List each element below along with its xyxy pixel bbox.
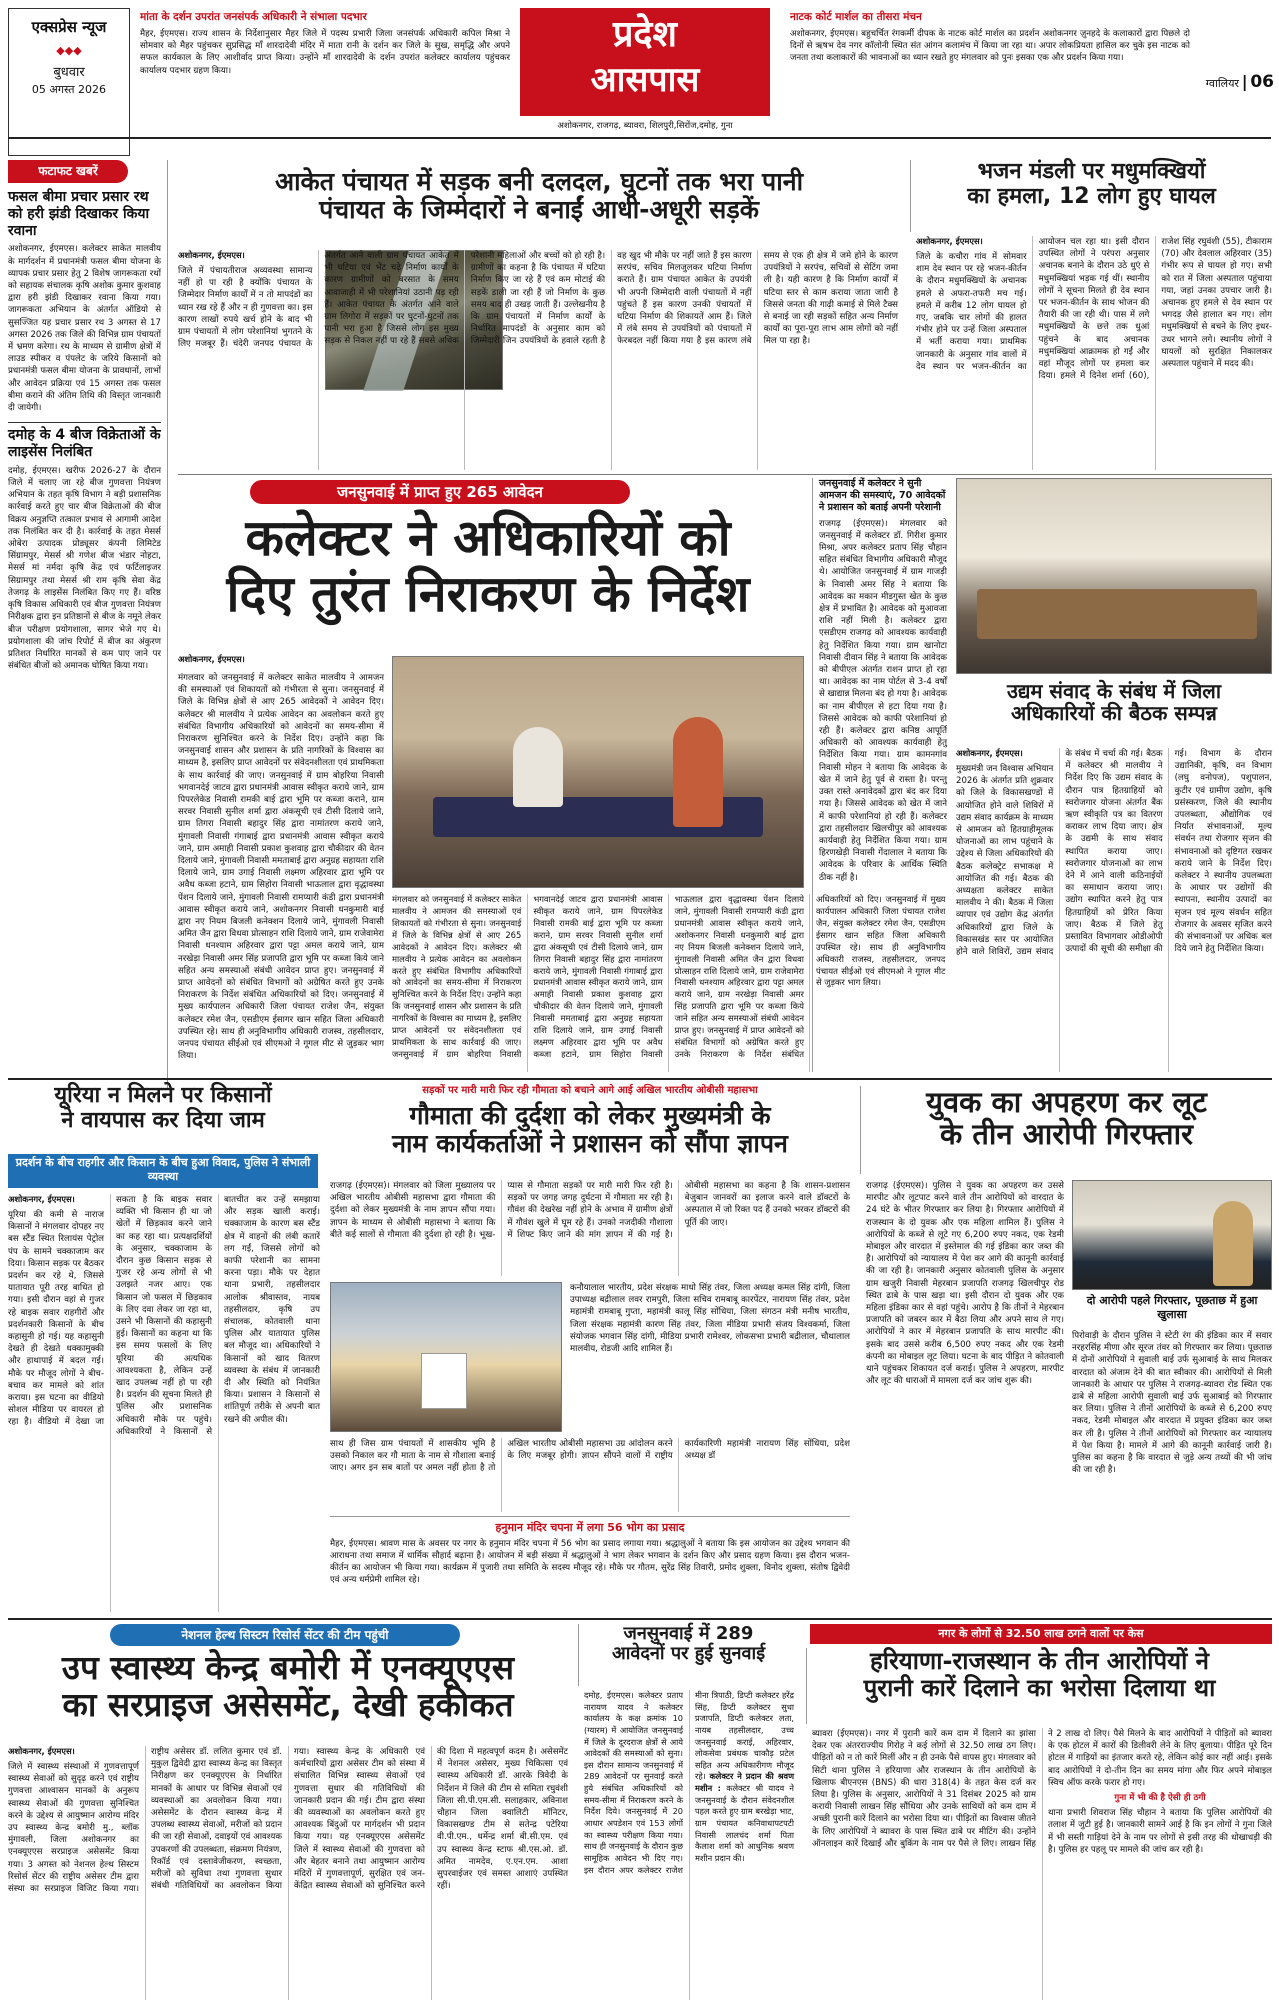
gaumata-photo [330,1282,562,1432]
apharan-photo-caption: दो आरोपी पहले गिरफ्तार, पूछताछ में हुआ खुलासा [1086,1294,1258,1322]
official-figure-icon [513,727,563,807]
apharan-body2: पिरोवाड़ी के दौरान पुलिस ने स्टेटी रंग की इंडिका कार में सवार नरहरसिंह मीणा और सूरज तंवर को गिरफ्तार कर लिया। पूछताछ में दोनों आरोपियों ने सुवाली बाई उर्फ सुआबाई के साथ मिलकर वारदात को अंजाम देने की बात स्वीकार की। आरोपियों से मिली जानकारी के आधार पर पुलिस ने राजगढ़-ब्यावरा रोड स्थित एक ढाबे से महिला आरोपी सुवाली बाई उर्फ सुआबाई को गिरफ्तार कर लिया। पुलिस ने तीनों आरोपियों के कब्जे से 6,200 रुपए नकद, रेडमी मोबाइल और वारदात में प्रयुक्त इंडिका कार जब्त कर ली है। पुलिस ने तीनों आरोपियों को गिरफ्तार कर न्यायालय में पेश किया है। मामले में आगे की कानूनी कार्रवाई जारी है। पुलिस का कहना है कि वारदात से जुड़े अन्य तथ्यों की भी जांच की जा रही है। [1072,1331,1272,1476]
apharan-headline [860,1086,1272,1174]
issue-day: बुधवार [53,64,85,80]
section-title-line1: प्रदेश [612,14,678,55]
aaket-body: जिले में पंचायतीराज अव्यवस्था सामान्य नहीं हो पा रही है क्योंकि पंचायत के जिम्मेदार निर्माण कार्यों में न तो मापदंडों का ध्यान रख रहे हैं और न ही गुणवत्ता का। इस कारण लाखों रुपये खर्च होने के बाद भी ग्राम पंचायतों में लोग परेशानियां भुगतने के लिए मजबूर हैं। चंदेरी जनपद पंचायत के अंतर्गत आने वाली ग्राम पंचायत आकेत में भी घटिया एवं भेंट चढ़े निर्माण कार्यों के कारण ग्रामीणों को बरसात के समय आवाजाही में भी परेशानियां उठानी पड़ रही हैं। आकेत पंचायत के अंतर्गत आने वाले ग्राम लिगोरा में सड़कों पर घुटनों-घुटनों तक पानी भरा हुआ है जिससे लोग इस मुख्य सड़क से निकल नहीं पा रहे हैं सबसे अधिक परेशानी महिलाओं और बच्चों को हो रही है। ग्रामीणों का कहना है कि पंचायत में घटिया निर्माण किए जा रहे हैं एवं कम मोटाई की सड़कें डाली जा रही हैं जो निर्माण के कुछ समय बाद ही उखड़ जाती हैं। उल्लेखनीय है कि ग्राम पंचायतों में निर्माण कार्यों के निर्धारित मापदंडों के अनुसार काम को जिम्मेदारी जिन उपयंत्रियों के हवाले रहती है वह खुद भी मौके पर नहीं जाते हैं इस कारण सरपंच, सचिव मिलजुलकर घटिया निर्माण कराते हैं। ग्राम पंचायत आकेत के उपयंत्री भी अपनी जिम्मेदारी वाली पंचायतों में नहीं पहुंचते हैं इस कारण उनकी पंचायतों में घटिया निर्माण की शिकायतें आम हैं। जिले में लंबे समय से उपयंत्रियों को पंचायतों में फेरबदल नहीं किया गया है इस कारण लंबे समय से एक ही क्षेत्र में जमे होने के कारण उपयंत्रियों ने सरपंच, सचिवों से सेटिंग जमा ली है। यही कारण है कि निर्माण कार्यों में घटिया स्तर से काम कराया जाता जारी है जिससे जनता की गाढ़ी कमाई से मिले टैक्स से बनाई जा रही सड़कों सहित अन्य निर्माण कार्यों का पूरा-पूरा लाभ आम लोगों को नहीं मिल पा रहा है। [178,251,898,350]
bhajan-body: जिले के कचौरा गांव में सोमवार शाम देव स्थान पर रहे भजन-कीर्तन के दौरान मधुमक्खियों के अचानक हमले से अफरा-तफरी मच गई। हमले में करीब 12 लोग घायल हो गए, जबकि चार लोगों की हालत गंभीर होने पर उन्हें जिला अस्पताल में भर्ती कराया गया। प्राथमिक जानकारी के अनुसार गांव वालों में देव स्थान पर भजन-कीर्तन का आयोजन चल रहा था। इसी दौरान उपस्थित लोगों ने परंपरा अनुसार अचानक बनाने के दौरान उठे धुएं से मधुमक्खियां भड़क गई थीं। स्थानीय लोगों ने सूचना मिलते ही देव स्थान पर भजन-कीर्तन के साथ भोजन की तैयारी की जा रही थी। पास में लगे मधुमक्खियों के छत्ते तक धुआं पहुंचने के बाद अचानक मधुमक्खियां आक्रामक हो गईं और वहां मौजूद लोगों पर हमला कर दिया। हमले में दिनेश शर्मा (60), राजेश सिंह रघुवंशी (55), टीकाराम (70) और देवलाल अहिरवार (35) गंभीर रूप से घायल हो गए। सभी को रात में जिला अस्पताल पहुंचाया गया, जहां उनका उपचार जारी है। अचानक हुए हमले से देव स्थान पर भगदड़ जैसे हालात बन गए। लोग मधुमक्खियों से बचने के लिए इधर-उधर भागने लगे। स्थानीय लोगों ने घायलों को सुरक्षित निकालकर अस्पताल पहुंचाने में मदद की। [916,237,1272,382]
fatafat-story1-body: अशोकनगर, ईएमएस। कलेक्टर साकेत मालवीय के मार्गदर्शन में प्रधानमंत्री फसल बीमा योजना के व्यापक प्रचार प्रसार हेतु 2 विशेष जागरूकता रथों को सहायक संचालक कृषि अशोक कुमार कुशवाह द्वारा हरी झंडी दिखाकर रवाना किया गया। जागरूकता अभियान के अंतर्गत ऑडियो से सुसज्जित यह प्रचार प्रसार रथ 3 अगस्त से 17 अगस्त 2026 तक जिले की विभिन्न ग्राम पंचायतों में भ्रमण करेगा। रथ के माध्यम से ग्रामीण क्षेत्रों में लाउड स्पीकर व पंपलेट के जरिये किसानों को प्रधानमंत्री फसल बीमा योजना के प्रावधानों, लाभों और आवेदन प्रक्रिया एवं 15 अगस्त तक फसल बीमा कराने की अंतिम तिथि की विस्तृत जानकारी दी जायेगी। [8,244,161,414]
top-right-body: अशोकनगर, ईएमएस। बहुचर्चित रंगकर्मी दीपक के नाटक कोर्ट मार्शल का प्रदर्शन अशोकनगर ज़ुनहदे के कलाकारों द्वारा पिछले दो दिनों से ऋषभ देव नगर कॉलोनी स्थित संत आंगन कलामंच में किया जा रहा था। अपार लोकप्रियता हासिल कर चुके इस नाटक को जनता तथा कलाकारों की भावनाओं का ध्यान रखते हुए मंगलवार को पुनः इसका एक और प्रदर्शन किया गया। [790,28,1190,64]
udyam-headline-line1: उद्यम संवाद के संबंध में जिला [1006,679,1222,703]
rajgarh-jansunvai [812,478,947,1072]
gaumata-headline [330,1102,850,1176]
section-rule-2 [8,1078,1272,1080]
top-left-body: मैहर, ईएमएस। राज्य शासन के निर्देशानुसार मैहर जिले में पदस्थ प्रभारी जिला जनसंपर्क अधिकारी कपिल मिश्रा ने सोमवार को मैहर पहुंचकर सुप्रसिद्ध माँ शारदादेवी मंदिर में माता रानी के दर्शन कर जिले के सुख, समृद्धि और अपने सफल कार्यकाल के लिए आशीर्वाद प्राप्त किया। उन्होंने माँ शारदादेवी के दर्शन उपरांत कलेक्टर कार्यालय पहुंचकर कार्यालय पदभार ग्रहण किया। [140,28,510,76]
fatafat-label: फटाफट खबरें [8,160,128,183]
nhsrc-body-wrap [8,1746,568,2000]
udyam-body-wrap [956,748,1272,1072]
haryana-headline-line2: पुरानी कारें दिलाने का भरोसा दिलाया था [863,1673,1216,1702]
page-number-separator: | [1241,72,1248,91]
collector-headline [178,510,798,640]
collector-headline-line1: कलेक्टर ने अधिकारियों को [245,509,731,567]
masthead-rule [8,137,1271,139]
gaumata-headline-line1: गौमाता की दुर्दशा को लेकर मुख्यमंत्री के [409,1101,771,1130]
collector-dateline-wrap [178,654,378,668]
bhajan-dateline: अशोकनगर, ईएमएस। [916,236,983,246]
nhsrc-headline [8,1650,568,1742]
apharan-body-wrap [866,1180,1064,1612]
apharan-headline-line2: के तीन आरोपी गिरफ्तार [940,1117,1193,1152]
nhsrc-kicker: नेशनल हेल्थ सिस्टम रिसोर्स सेंटर की टीम पहुंची [110,1624,460,1646]
damoh-body2: कलेक्टर श्री यादव ने जनसुनवाई के दौरान संवेदनशील पहल करते हुए ग्राम बरखेड़ा भाट, ग्राम पंचायत कनिवाधापटपटी निवासी लालचंद शर्मा पिता कैलाश शर्मा को आधुनिक श्रवण मशीन प्रदान की। [695,1783,794,1863]
yuria-dateline: अशोकनगर, ईएमएस। [8,1194,75,1204]
bhajan-headline-line2: का हमला, 12 लोग हुए घायल [967,183,1216,209]
aaket-body-wrap [178,250,898,470]
gaumata-body1-wrap [330,1180,850,1276]
section-rule-1 [178,474,1272,475]
nhsrc-dateline: अशोकनगर, ईएमएस। [8,1746,75,1756]
fatafat-story1-headline: फसल बीमा प्रचार प्रसार रथ को हरी झंडी दिखाकर किया रवाना [8,189,150,239]
collector-body-bottom [392,894,946,1072]
yuria-body-wrap [8,1194,320,1612]
issue-date: 05 अगस्त 2026 [31,83,107,97]
conference-table-icon [977,589,1257,639]
nhsrc-headline-line2: का सरप्राइज असेसमेंट, देखी हकीकत [62,1684,514,1724]
haryana-sub: गुना में भी की है ऐसी ही ठगी [1114,1793,1206,1804]
bhajan-headline [910,160,1272,232]
damoh-headline-line2: आवेदनों पर हुई सुनवाई [611,1643,766,1665]
collector-dateline: अशोकनगर, ईएमएस। [178,654,245,664]
page-info [1196,70,1274,96]
gaumata-body1: राजगढ़ (ईएमएस)। मंगलवार को जिला मुख्यालय पर अखिल भारतीय ओबीसी महासभा द्वारा गौमाता की दुर्दशा को लेकर मुख्यमंत्री के नाम ज्ञापन सौंपा गया। ज्ञापन के माध्यम से ओबीसी महासभा ने बताया कि बीते कई सालों से गौमाता की दुर्दशा हो रही है। भूख-प्यास से गौमाता सड़कों पर मारी मारी फिर रही है। सड़कों पर जगह जगह दुर्घटना में गौमाता मर रही है। गौवंश की देखरेख नहीं होने के अभाव में ग्रामीण क्षेत्रों में गौवंश खुले में घूम रहे हैं। उनको नजदीकी गौशाला में शिफ्ट किए जाने की मांग ज्ञापन में की गई है। ओबीसी महासभा का कहना है कि शासन-प्रशासन बेजुबान जानवरों का इलाज करने वाले डॉक्टरों के अस्पताल में जो रिक्त पद हैं उनको भरकर डॉक्टरों की पूर्ति की जाए। [330,1181,850,1240]
collector-kicker: जनसुनवाई में प्राप्त हुए 265 आवेदन [250,480,630,504]
paper-name: एक्सप्रेस न्यूज [31,18,107,36]
bhajan-body-wrap [916,236,1272,470]
udyam-headline [956,680,1272,744]
nhsrc-body: जिले में स्वास्थ्य संस्थाओं में गुणवत्तापूर्ण स्वास्थ्य सेवाओं को सुदृढ़ करने एवं राष्ट्रीय गुणवत्ता आश्वासन मानकों के अनुरूप स्वास्थ्य सेवाओं की गुणवत्ता सुनिश्चित करने के उद्देश्य से आयुष्मान आरोग्य मंदिर उप स्वास्थ्य केन्द्र बमोरी मु., ब्लॉक मुंगावली, जिला अशोकनगर का एनक्यूएएस सरप्राइज असेसमेंट किया गया। 3 अगस्त को नेशनल हेल्थ सिस्टम रिसोर्स सेंटर की राष्ट्रीय असेसर टीम द्वारा संस्था का सरप्राइज विजिट किया गया। राष्ट्रीय असेसर डॉ. ललित कुमार एवं डॉ. मुकुल द्विवेदी द्वारा स्वास्थ्य केन्द्र का विस्तृत निरीक्षण कर एनक्यूएएस के निर्धारित मानकों के आधार पर विभिन्न सेवाओं एवं व्यवस्थाओं का अवलोकन किया गया। असेसमेंट के दौरान स्वास्थ्य केन्द्र में उपलब्ध स्वास्थ्य सेवाओं, मरीजों को प्रदान की जा रही सेवाओं, दवाइयों एवं आवश्यक उपकरणों की उपलब्धता, संक्रमण नियंत्रण, रिकॉर्ड एवं दस्तावेजीकरण, स्वच्छता, मरीजों को सुविधा तथा गुणवत्ता सुधार संबंधी गतिविधियों का अवलोकन किया गया। स्वास्थ्य केन्द्र के अधिकारी एवं कर्मचारियों द्वारा असेसर टीम को संस्था में संचालित विभिन्न स्वास्थ्य सेवाओं एवं गुणवत्ता सुधार की गतिविधियों की जानकारी प्रदान की गई। टीम द्वारा संस्था की व्यवस्थाओं का अवलोकन करते हुए आवश्यक बिंदुओं पर मार्गदर्शन भी प्रदान किया गया। यह एनक्यूएएस असेसमेंट जिले में स्वास्थ्य सेवाओं की गुणवत्ता को और बेहतर बनाने तथा आयुष्मान आरोग्य मंदिरों में गुणवत्तापूर्ण, सुरक्षित एवं जन-केंद्रित स्वास्थ्य सेवाओं को सुनिश्चित करने की दिशा में महत्वपूर्ण कदम है। असेसमेंट में नेशनल असेसर, मुख्य चिकित्सा एवं स्वास्थ्य अधिकारी डॉ. आरके त्रिवेदी के निर्देशन में जिले की टीम से समिता रघुवंशी जिला सी.पी.एम.सी. सलाहकार, अविनाश चौहान जिला क्वालिटी मॉनिटर, विकासखण्ड टीम से सतेन्द्र पटेरिया वी.पी.एम., धर्मेन्द्र शर्मा बी.सी.एम. एवं उप स्वास्थ्य केन्द्र स्टाफ श्री.एस.ओ. डॉ. अमित नामदेव, ए.एन.एम. आशा सुपरवाईजर एवं समस्त आशाएं उपस्थित रहीं। [8,1747,568,1894]
collector-body-continued: मंगलवार को जनसुनवाई में कलेक्टर साकेत मालवीय ने आमजन की समस्याओं एवं शिकायतों को गंभीरता से सुना। जनसुनवाई में जिले के विभिन्न क्षेत्रों से आए 265 आवेदकों ने आवेदन दिए। कलेक्टर श्री मालवीय ने प्रत्येक आवेदन का अवलोकन करते हुए संबंधित विभागीय अधिकारियों को आवेदनों का समय-सीमा में निराकरण सुनिश्चित करने के निर्देश दिए। उन्होंने कहा कि जनसुनवाई शासन और प्रशासन के प्रति नागरिकों के विश्वास का माध्यम है, इसलिए प्राप्त आवेदनों पर संवेदनशीलता एवं प्राथमिकता के साथ कार्रवाई की जाए। जनसुनवाई में ग्राम बोहरिया निवासी भगवानदेई जाटव द्वारा प्रधानमंत्री आवास स्वीकृत कराये जाने, ग्राम पिपरलेकेड निवासी रामकी बाई द्वारा भूमि पर कब्जा कराने, ग्राम सरवर निवासी सुनील शर्मा द्वारा अंकसूची एवं टीसी दिलाये जाने, ग्राम तिगरा निवासी बहादुर सिंह द्वारा नामांतरण कराये जाने, मुंगावली निवासी गंगाबाई द्वारा प्रधानमंत्री आवास स्वीकृत कराये जाने, ग्राम अमाही निवासी प्रकाश कुशवाह द्वारा चौकीदार की वेतन दिलाये जाने, मुंगावली निवासी ममताबाई द्वारा अनुग्रह सहायता राशि दिलाये जाने, ग्राम उगाई निवासी लक्ष्मण अहिरवार द्वारा भूमि पर अवैध कब्जा हटाने, ग्राम सिहोरा निवासी भाऊलाल द्वारा वृद्धावस्था पेंशन दिलाये जाने, मुंगावली निवासी रामप्यारी कंडी द्वारा प्रधानमंत्री आवास स्वीकृत कराये जाने, अशोकनगर निवासी धनकुमारी बाई द्वारा नए नियम बिजली कनेक्शन दिलाये जाने, मुंगावली निवासी अमित जैन द्वारा विधवा प्रोत्साहन राशि दिलाये जाने, ग्राम राजेवामेरा निवासी धनश्याम अहिरवार द्वारा पट्टा अमल कराये जाने, ग्राम नरखेड़ा निवासी अमर सिंह प्रजापति द्वारा भूमि पर कब्जा किये जाने सहित अन्य समस्याओं संबंधी आवेदन प्राप्त हुए। जनसुनवाई में प्राप्त आवेदनों को संबंधित विभागों को अग्रेषित करते हुए उनके निराकरण के निर्देश संबंधित अधिकारियों को दिए। जनसुनवाई में मुख्य कार्यपालन अधिकारी जिला पंचायत राजेश जैन, संयुक्त कलेक्टर रमेश जैन, एसडीएम ईसागर खान सहित जिला अधिकारी उपस्थित रहे। साथ ही अनुविभागीय अधिकारी राजस्व, तहसीलदार, जनपद पंचायत सीईओ एवं सीएमओ ने गूगल मीट से जुड़कर भाग लिया। [392,894,946,1059]
apharan-headline-line1: युवक का अपहरण कर लूट [926,1085,1207,1119]
fatafat-story2-headline: दमोह के 4 बीज विक्रेताओं के लाइसेंस निलंबित [8,427,161,461]
collector-photo [392,656,804,888]
udyam-dateline: अशोकनगर, ईएमएस। [956,748,1023,758]
section-rule-3 [8,1618,1272,1620]
haryana-body2: थाना प्रभारी शिवराज सिंह चौहान ने बताया कि पुलिस आरोपियों की तलाश में जुटी हुई है। जानकारी सामने आई है कि इन लोगों ने गुना जिले में भी सस्ती गाड़ियां देने के नाम पर लोगों से इसी तरह की धोखाधड़ी की है। पुलिस हर पहलू पर मामले की जांच कर रही है। [1048,1808,1272,1855]
haryana-headline-line1: हरियाणा-राजस्थान के तीन आरोपियों ने [870,1647,1209,1675]
top-left-headline: मांता के दर्शन उपरांत जनसंपर्क अधिकारी ने संभाला पदभार [140,11,367,23]
fatafat-story2-body: दमोह, ईएमएस। खरीफ 2026-27 के दौरान जिले में चलाए जा रहे बीज गुणवत्ता नियंत्रण अभियान के तहत कृषि विभाग ने बड़ी प्रशासनिक कार्रवाई करते हुए चार बीज विक्रेताओं की बीज विक्रय अनुज्ञप्ति तत्काल प्रभाव से आगामी आदेश तक निलंबित कर दी है। कार्रवाई के तहत मेसर्स ओबेरा उत्पादक प्रोड्यूसर कंपनी लिमिटेड सिंग्रामपुर, मेसर्स श्री गणेश बीज भंडार नोहटा, मेसर्स मां नर्मदा कृषि केंद्र एवं फर्टिलाइजर सिग्रामपुर तथा मेसर्स श्री राम कृषि सेवा केंद्र तेजगढ़ के लाइसेंस निलंबित किए गए हैं। वरिष्ठ कृषि विकास अधिकारी एवं बीज गुणवत्ता नियंत्रण निरीक्षक द्वारा इन प्रतिष्ठानों से बीज के नमूने लेकर बीज परीक्षण प्रयोगशाला, सागर भेजे गए थे। प्रयोगशाला की जांच रिपोर्ट में बीज का अंकुरण प्रतिशत निर्धारित मानकों से कम पाए जाने पर संबंधित बीजों को अमानक घोषित किया गया। [8,465,161,672]
yuria-headline [8,1084,318,1152]
haryana-headline [806,1648,1272,1724]
damoh-sub: कलेक्टर ने प्रदान की श्रवण मशीन : [695,1771,794,1794]
police-officer-icon [1213,1201,1253,1286]
aaket-headline [178,168,900,246]
rajgarh-body: राजगढ़ (ईएमएस)। मंगलवार को जनसुनवाई में कलेक्टर डॉ. गिरीश कुमार मिश्रा, अपर कलेक्टर प्रताप सिंह चौहान सहित संबंधित विभागीय अधिकारी मौजूद थे। आयोजित जनसुनवाई में ग्राम गाजड़ी के निवासी अमर सिंह ने बताया कि आवेदक का मकान मीडगुस्त खेत के कुछ क्षेत्र में प्रभावित है। आवेदक को मुआवजा राशि नहीं मिली है। कलेक्टर द्वारा एसडीएम राजगढ़ को आवश्यक कार्यवाही हेतु निर्देशित किया गया। ग्राम खानोटा निवासी दीवान सिंह ने बताया कि आवेदक को बीपीएल अंतर्गत राशन प्राप्त हो रहा था। आवेदक का नाम पोर्टल से 3-4 वर्षों से खाद्यान्न मिलना बंद हो गया है। आवेदक का नाम बीपीएल से हटा दिया गया है। जिससे आवेदक को काफी परेशानियां हो रही हैं। कलेक्टर द्वारा कनिष्ठ आपूर्ति अधिकारी को आवश्यक कार्यवाही हेतु निर्देशित किया गया। ग्राम कामनगांव निवासी मोहन ने बताया कि आवेदक के खेत में जाने हेतु पूर्व से रास्ता है। परन्तु उक्त रास्ते अनावेदकों द्वारा बंद कर दिया गया है। जिससे आवेदक को खेत में जाने में काफी परेशानियां हो रही हैं। कलेक्टर द्वारा तहसीलदार खिलचीपुर को आवश्यक कार्यवाही हेतु निर्देशित किया गया। ग्राम हिरणखेड़ी निवासी गेंदालाल ने बताया कि आवेदक के परिवार के आर्थिक स्थिति ठीक नहीं है। [819,518,947,883]
nhsrc-headline-line1: उप स्वास्थ्य केन्द्र बमोरी में एनक्यूएएस [61,1648,515,1687]
damoh-body-wrap [584,1690,794,2000]
section-title-box [520,8,770,116]
memorandum-paper-icon [421,1353,467,1409]
city-label: ग्वालियर [1205,77,1240,90]
applicant-figure-icon [673,717,723,827]
aaket-headline-line1: आकेत पंचायत में सड़क बनी दलदल, घुटनों तक भरा पानी [274,167,804,196]
haryana-body: ब्यावरा (ईएमएस)। नगर में पुरानी कारें कम दाम में दिलाने का झांसा देकर एक अंतरराज्यीय गिरोह ने कई लोगों से 32.50 लाख ठग लिए। पीड़ितों को न तो कारें मिलीं और न ही उनके पैसे वापस हुए। मंगलवार को सिटी थाना पुलिस ने हरियाणा और राजस्थान के तीन आरोपियों के खिलाफ बीएनएस (BNS) की धारा 318(4) के तहत केस दर्ज कर लिया है। पुलिस के अनुसार, आरोपियों ने 31 दिसंबर 2025 को ग्राम करायी निवासी लाखन सिंह सौंधिया और उनके साथियों को कम दाम में अच्छी पुरानी कारें दिलाने का भरोसा दिया था। पीड़ितों का विश्वास जीतने के लिए आरोपियों ने ब्यावरा के पास स्थित ढाबे पर मीटिंग की। उन्होंने ऑनलाइन कारें दिखाईं और बुकिंग के नाम पर पैसे ले लिए। लाखन सिंह ने 2 लाख दो लिए। पैसे मिलने के बाद आरोपियों ने पीड़ितों को ब्यावरा के एक होटल में कारों की डिलीवरी लेने के लिए बुलाया। पीड़ित पूरे दिन होटल में गाड़ियों का इंतजार करते रहे, लेकिन कोई कार नहीं आई। इसके बाद आरोपियों ने दो-तीन दिन का समय मांगा और फिर अपने मोबाइल स्विच ऑफ करके फरार हो गए। [812,1729,1272,1849]
aaket-headline-line2: पंचायत के जिम्मेदारों ने बनाईं आधी-अधूरी सड़कें [319,195,759,224]
yuria-subhead: प्रदर्शन के बीच राहगीर और किसान के बीच हुआ विवाद, पुलिस ने संभाली व्यवस्था [8,1154,318,1188]
gaumata-body2: साथ ही जिस ग्राम पंचायतों में शासकीय भूमि है उसको निकाल कर गौ माता के नाम से गौशाला बनाई जाए। अगर इन सब बातों पर अमल नहीं होता है तो अखिल भारतीय ओबीसी महासभा उग्र आंदोलन करने के लिए मजबूर होगी। ज्ञापन सौंपने वालों में राष्ट्रीय कार्यकारिणी महामंत्री नारायण सिंह सोंधिया, प्रदेश अध्यक्ष डॉ [330,1439,850,1474]
hanuman-body: मैहर, ईएमएस। श्रावण मास के अवसर पर नगर के हनुमान मंदिर चपना में 56 भोग का प्रसाद लगाया गया। श्रद्धालुओं ने बताया कि इस आयोजन का उद्देश्य भगवान की आराधना तथा समाज में धार्मिक सौहार्द बढ़ाना है। आयोजन में बड़ी संख्या में श्रद्धालुओं ने भाग लेकर भगवान के दर्शन किए और प्रसाद ग्रहण किया। इस दौरान भजन-कीर्तन का आयोजन भी किया गया। कार्यक्रम में पुजारी तथा समिति के सदस्य मौजूद रहे। मौके पर गौतम, सुरेंद्र सिंह तिवारी, प्रमोद शुक्ला, विनोद शुक्ला, संतोष द्विवेदी एवं अन्य धर्मप्रेमी शामिल रहे। [330,1538,850,1586]
fatafat-column [8,160,168,1090]
page-number: 06 [1250,72,1274,92]
masthead-left-box [8,8,130,156]
rajgarh-headline: जनसुनवाई में कलेक्टर ने सुनी आमजन की समस्याएं, 70 आवेदकों ने प्रशासन को बताई अपनी परेशानी [819,478,946,513]
diamond-ornament-icon: ◆◆◆ [56,44,82,58]
top-right-story [790,10,1190,118]
hanuman-box [330,1516,850,1614]
damoh-headline [578,1624,798,1686]
yuria-body: यूरिया की कमी से नाराज किसानों ने मंगलवार दोपहर नए बस स्टैंड स्थित रिलायंस पेट्रोल पंप के सामने चक्काजाम कर दिया। किसान सड़क पर बैठकर प्रदर्शन कर रहे थे, जिससे यातायात पूरी तरह बाधित हो गया। इसी दौरान वहां से गुजर रहे बाइक सवार राहगीरों और प्रदर्शनकारी किसानों के बीच कहासुनी हो गई। यह कहासुनी देखते ही देखते धक्कामुक्की और हाथापाई में बदल गई। मौके पर मौजूद लोगों ने बीच-बचाव कर मामले को शांत कराया। इस घटना का वीडियो सोशल मीडिया पर वायरल हो रहा है। वीडियो में देखा जा सकता है कि बाइक सवार व्यक्ति भी किसान ही था जो खेतों में छिड़काव करने जाने का कह रहा था। प्रत्यक्षदर्शियों के अनुसार, चक्काजाम के दौरान कुछ किसान सड़क से गुजर रहे अन्य लोगों से भी उलझते नजर आए। एक किसान जो फसल में छिड़काव के लिए दवा लेकर जा रहा था, उसने भी किसानों की कहासुनी हुई। किसानों का कहना था कि इस समय फसलों के लिए यूरिया की अत्यधिक आवश्यकता है, लेकिन उन्हें खाद उपलब्ध नहीं हो पा रही है। प्रदर्शन की सूचना मिलते ही पुलिस और प्रशासनिक अधिकारी मौके पर पहुंचे। अधिकारियों ने किसानों से बातचीत कर उन्हें समझाया और सड़क खाली कराई। चक्काजाम के कारण बस स्टैंड क्षेत्र में वाहनों की लंबी कतारें लग गईं, जिससे लोगों को काफी परेशानी का सामना करना पड़ा। मौके पर देहात थाना प्रभारी, तहसीलदार आलोक श्रीवास्तव, नायब तहसीलदार, कृषि उप संचालक, कोतवाली थाना पुलिस और यातायात पुलिस बल मौजूद था। अधिकारियों ने किसानों को खाद वितरण व्यवस्था के संबंध में जानकारी दी और स्थिति को नियंत्रित किया। प्रशासन ने किसानों से शांतिपूर्ण तरीके से अपनी बात रखने की अपील की। [8,1195,320,1437]
haryana-body-wrap [812,1728,1272,2000]
collector-body: मंगलवार को जनसुनवाई में कलेक्टर साकेत मालवीय ने आमजन की समस्याओं एवं शिकायतों को गंभीरता से सुना। जनसुनवाई में जिले के विभिन्न क्षेत्रों से आए 265 आवेदकों ने आवेदन दिए। कलेक्टर श्री मालवीय ने प्रत्येक आवेदन का अवलोकन करते हुए संबंधित विभागीय अधिकारियों को आवेदनों का समय-सीमा में निराकरण सुनिश्चित करने के निर्देश दिए। उन्होंने कहा कि जनसुनवाई शासन और प्रशासन के प्रति नागरिकों के विश्वास का माध्यम है, इसलिए प्राप्त आवेदनों पर संवेदनशीलता एवं प्राथमिकता के साथ कार्रवाई की जाए। जनसुनवाई में ग्राम बोहरिया निवासी भगवानदेई जाटव द्वारा प्रधानमंत्री आवास स्वीकृत कराये जाने, ग्राम पिपरलेकेड निवासी रामकी बाई द्वारा भूमि पर कब्जा कराने, ग्राम सरवर निवासी सुनील शर्मा द्वारा अंकसूची एवं टीसी दिलाये जाने, ग्राम तिगरा निवासी बहादुर सिंह द्वारा नामांतरण कराये जाने, मुंगावली निवासी गंगाबाई द्वारा प्रधानमंत्री आवास स्वीकृत कराये जाने, ग्राम अमाही निवासी प्रकाश कुशवाह द्वारा चौकीदार की वेतन दिलाये जाने, मुंगावली निवासी ममताबाई द्वारा अनुग्रह सहायता राशि दिलाये जाने, ग्राम उगाई निवासी लक्ष्मण अहिरवार द्वारा भूमि पर अवैध कब्जा हटाने, ग्राम सिहोरा निवासी भाऊलाल द्वारा वृद्धावस्था पेंशन दिलाये जाने, मुंगावली निवासी रामप्यारी कंडी द्वारा प्रधानमंत्री आवास स्वीकृत कराये जाने, अशोकनगर निवासी धनकुमारी बाई द्वारा नए नियम बिजली कनेक्शन दिलाये जाने, मुंगावली निवासी अमित जैन द्वारा विधवा प्रोत्साहन राशि दिलाये जाने, ग्राम राजेवामेरा निवासी धनश्याम अहिरवार द्वारा पट्टा अमल कराये जाने, ग्राम नरखेड़ा निवासी अमर सिंह प्रजापति द्वारा भूमि पर कब्जा किये जाने सहित अन्य समस्याओं संबंधी आवेदन प्राप्त हुए। जनसुनवाई में प्राप्त आवेदनों को संबंधित विभागों को अग्रेषित करते हुए उनके निराकरण के निर्देश संबंधित अधिकारियों को दिए। जनसुनवाई में मुख्य कार्यपालन अधिकारी जिला पंचायत राजेश जैन, संयुक्त कलेक्टर रमेश जैन, एसडीएम ईसागर खान सहित जिला अधिकारी उपस्थित रहे। साथ ही अनुविभागीय अधिकारी राजस्व, तहसीलदार, जनपद पंचायत सीईओ एवं सीएमओ ने गूगल मीट से जुड़कर भाग लिया। [178,673,384,1062]
yuria-headline-line1: यूरिया न मिलने पर किसानों [54,1083,272,1108]
gaumata-caption: कनौयालाल भारतीय, प्रदेश संरक्षक माधो सिंह तंवर, जिला अध्यक्ष कमल सिंह दांगी, जिला उपाध्यक्ष बद्रीलाल लवर रामपुरी, जिला सचिव रामबाबू कारपेंटर, नारायण सिंह तंवर, प्रदेश महामंत्री रामबाबू गुप्ता, महामंत्री कालू सिंह सोंधिया, जिला संगठन मंत्री मनीष भारतीय, जिला संरक्षक महामंत्री कारण सिंह तंवर, जिला मीडिया प्रभारी संजय विश्वकर्मा, जिला संयोजक भगवान सिंह दांगी, मीडिया प्रभारी रामेश्वर, लोकसभा प्रभारी बद्रीलाल, चौथालाल मालवीय, रोडजी आदि शामिल हैं। [570,1283,850,1355]
collector-body-left [178,672,384,1070]
gaumata-body2-wrap [330,1438,850,1512]
apharan-photo [1072,1180,1272,1290]
collector-headline-line2: दिए तुरंत निराकरण के निर्देश [226,565,750,623]
gaumata-kicker: सड़कों पर मारी मारी फिर रही गौमाता को बचाने आगे आई अखिल भारतीय ओबीसी महासभा [422,1085,758,1096]
damoh-body: दमोह, ईएमएस। कलेक्टर प्रताप नारायण यादव ने कलेक्टर कार्यालय के कक्ष क्रमांक 10 (ग्यारम) में आयोजित जनसुनवाई में जिले के दूरदराज क्षेत्रों से आये आवेदकों की समस्याओं को सुना। इस दौरान सामान्य जनसुनवाई में 289 आवेदनों पर सुनवाई करते हुये संबंधित अधिकारियों को समय-सीमा में निराकरण करने के निर्देश दिये। जनसुनवाई में 20 आधार अपडेशन एवं 153 लोगों का स्वास्थ्य परीक्षण किया गया। साथ ही जनसुनवाई के दौरान कुछ सामूहिक आवेदन भी दिए गए। इस दौरान अपर कलेक्टर राजेश मीना त्रिपाठी, डिप्टी कलेक्टर हरेंद्र सिंह, डिप्टी कलेक्टर सुधा प्रजापति, डिप्टी कलेक्टर लता, नायब तहसीलदार, उच्च जनसुनवाई कराई, अहिरवार, लोकसेवा प्रबंधक चाकौड़ प्रटेल सहित अन्य अधिकारीगण मौजूद रहे। [584,1690,794,1875]
top-left-story [140,10,510,118]
section-districts: अशोकनगर, राजगढ़, ब्यावरा, शिलपुरी,सिरोंज,दमोह, गुना [557,121,733,131]
bhajan-headline-line1: भजन मंडली पर मधुमक्खियों [977,159,1206,184]
top-right-headline: नाटक कोर्ट मार्शल का तीसरा मंचन [790,11,922,23]
udyam-body: मुख्यमंत्री जन विश्वास अभियान 2026 के अंतर्गत प्रति शुक्रवार को जिले के विकासखण्डों में आयोजित होने वाले शिविरों में उद्यम संवाद कार्यक्रम के माध्यम से आमजन को हितग्राहीमूलक योजनाओं का लाभ पहुंचाने के उद्देश्य से जिला अधिकारियों की बैठक कलेक्ट्रेट सभाकक्ष में आयोजित की गई। बैठक की अध्यक्षता कलेक्टर साकेत मालवीय ने की। बैठक में जिला व्यापार एवं उद्योग केंद्र अंतर्गत अधिकारियों द्वारा जिले के विकासखंड स्तर पर आयोजित होने वाले शिविरों, उद्यम संवाद के संबंध में चर्चा की गई। बैठक में कलेक्टर श्री मालवीय ने निर्देश दिए कि उद्यम संवाद के दौरान पात्र हितग्राहियों को स्वरोजगार योजना अंतर्गत बैंक ऋण स्वीकृति पत्र का वितरण कराकर लाभ दिया जाए। क्षेत्र के उद्यमी के साथ संवाद स्थापित कराया जाए। स्वरोजगार योजनाओं का लाभ देने में आने वाली कठिनाईयों का समाधान कराया जाए। उद्योग स्थापित करने हेतु पात्र हितग्राहियों को प्रेरित किया जाए। बैठक में जिले हेतु प्रस्तावित विभागवार ओडीओपी उत्पादों की सूची की समीक्षा की गई। विभाग के दौरान उद्यानिकी, कृषि, वन विभाग (लघु वनोपज), पशुपालन, कुटीर एवं ग्रामीण उद्योग, कृषि प्रसंस्करण, जिले की स्थानीय उपलब्धता, औद्योगिक एवं निर्यात संभावनाओं, मूल्य संवर्धन तथा रोजगार सृजन की संभावनाओं को दृष्टिगत रखकर कराये जाने के निर्देश दिए। कलेक्टर ने स्थानीय उपलब्धता के आधार पर उद्योगों की स्थापना, स्थानीय उत्पादों का सृजन एवं मूल्य संवर्धन सहित रोजगार के अवसर सृजित करने की संभावनाओं पर अधिक बल दिये जाने हेतु निर्देशित किया। [956,749,1272,957]
aaket-dateline: अशोकनगर, ईएमएस। [178,250,245,260]
rajgarh-photo [956,478,1272,674]
hanuman-headline: हनुमान मंदिर चपना में लगा 56 भोग का प्रसाद [495,1521,685,1534]
yuria-headline-line2: ने वायपास कर दिया जाम [61,1107,265,1133]
haryana-kicker: नगर के लोगों से 32.50 लाख ठगने वालों पर केस [810,1624,1272,1644]
damoh-headline-line1: जनसुनवाई में 289 [623,1623,754,1644]
udyam-headline-line2: अधिकारियों की बैठक सम्पन्न [1011,701,1217,726]
apharan-body: राजगढ़ (ईएमएस)। पुलिस ने युवक का अपहरण कर उससे मारपीट और लूटपाट करने वाले तीन आरोपियों को वारदात के 24 घंटे के भीतर गिरफ्तार कर लिया है। गिरफ्तार आरोपियों में राजस्थान के दो युवक और एक महिला शामिल हैं। पुलिस ने आरोपियों के कब्जे से लूटे गए 6,200 रुपए नकद, एक रेडमी मोबाइल और वारदात में इस्तेमाल की गई इंडिका कार जब्त की है। आरोपियों को न्यायालय में पेश कर आगे की कानूनी कार्रवाई की जा रही है। जानकारी अनुसार कोतवाली पुलिस के अनुसार ग्राम खजुरी निवासी मेहरबान प्रजापति राजगढ़ खिलचीपुर रोड स्थित ढाबे के पास खड़ा था। इसी दौरान दो युवक और एक महिला इंडिका कार से वहां पहुंचे। आरोप है कि तीनों ने मेहरबान प्रजापति को जबरन कार में बैठा लिया और अपने साथ ले गए। आरोपियों ने कार में मेहरबान प्रजापति के साथ मारपीट की। इसके बाद उससे करीब 6,500 रुपए नकद और एक रेडमी कंपनी का मोबाइल लूट लिया। घटना के बाद पीड़ित ने कोतवाली थाने पहुंचकर शिकायत दर्ज कराई। पुलिस ने अपहरण, मारपीट और लूट की धाराओं में मामला दर्ज कर जांच शुरू की। [866,1181,1064,1387]
gaumata-headline-line2: नाम कार्यकर्ताओं ने प्रशासन को सौंपा ज्ञापन [392,1129,788,1158]
section-title-line2: आसपास [590,60,700,100]
